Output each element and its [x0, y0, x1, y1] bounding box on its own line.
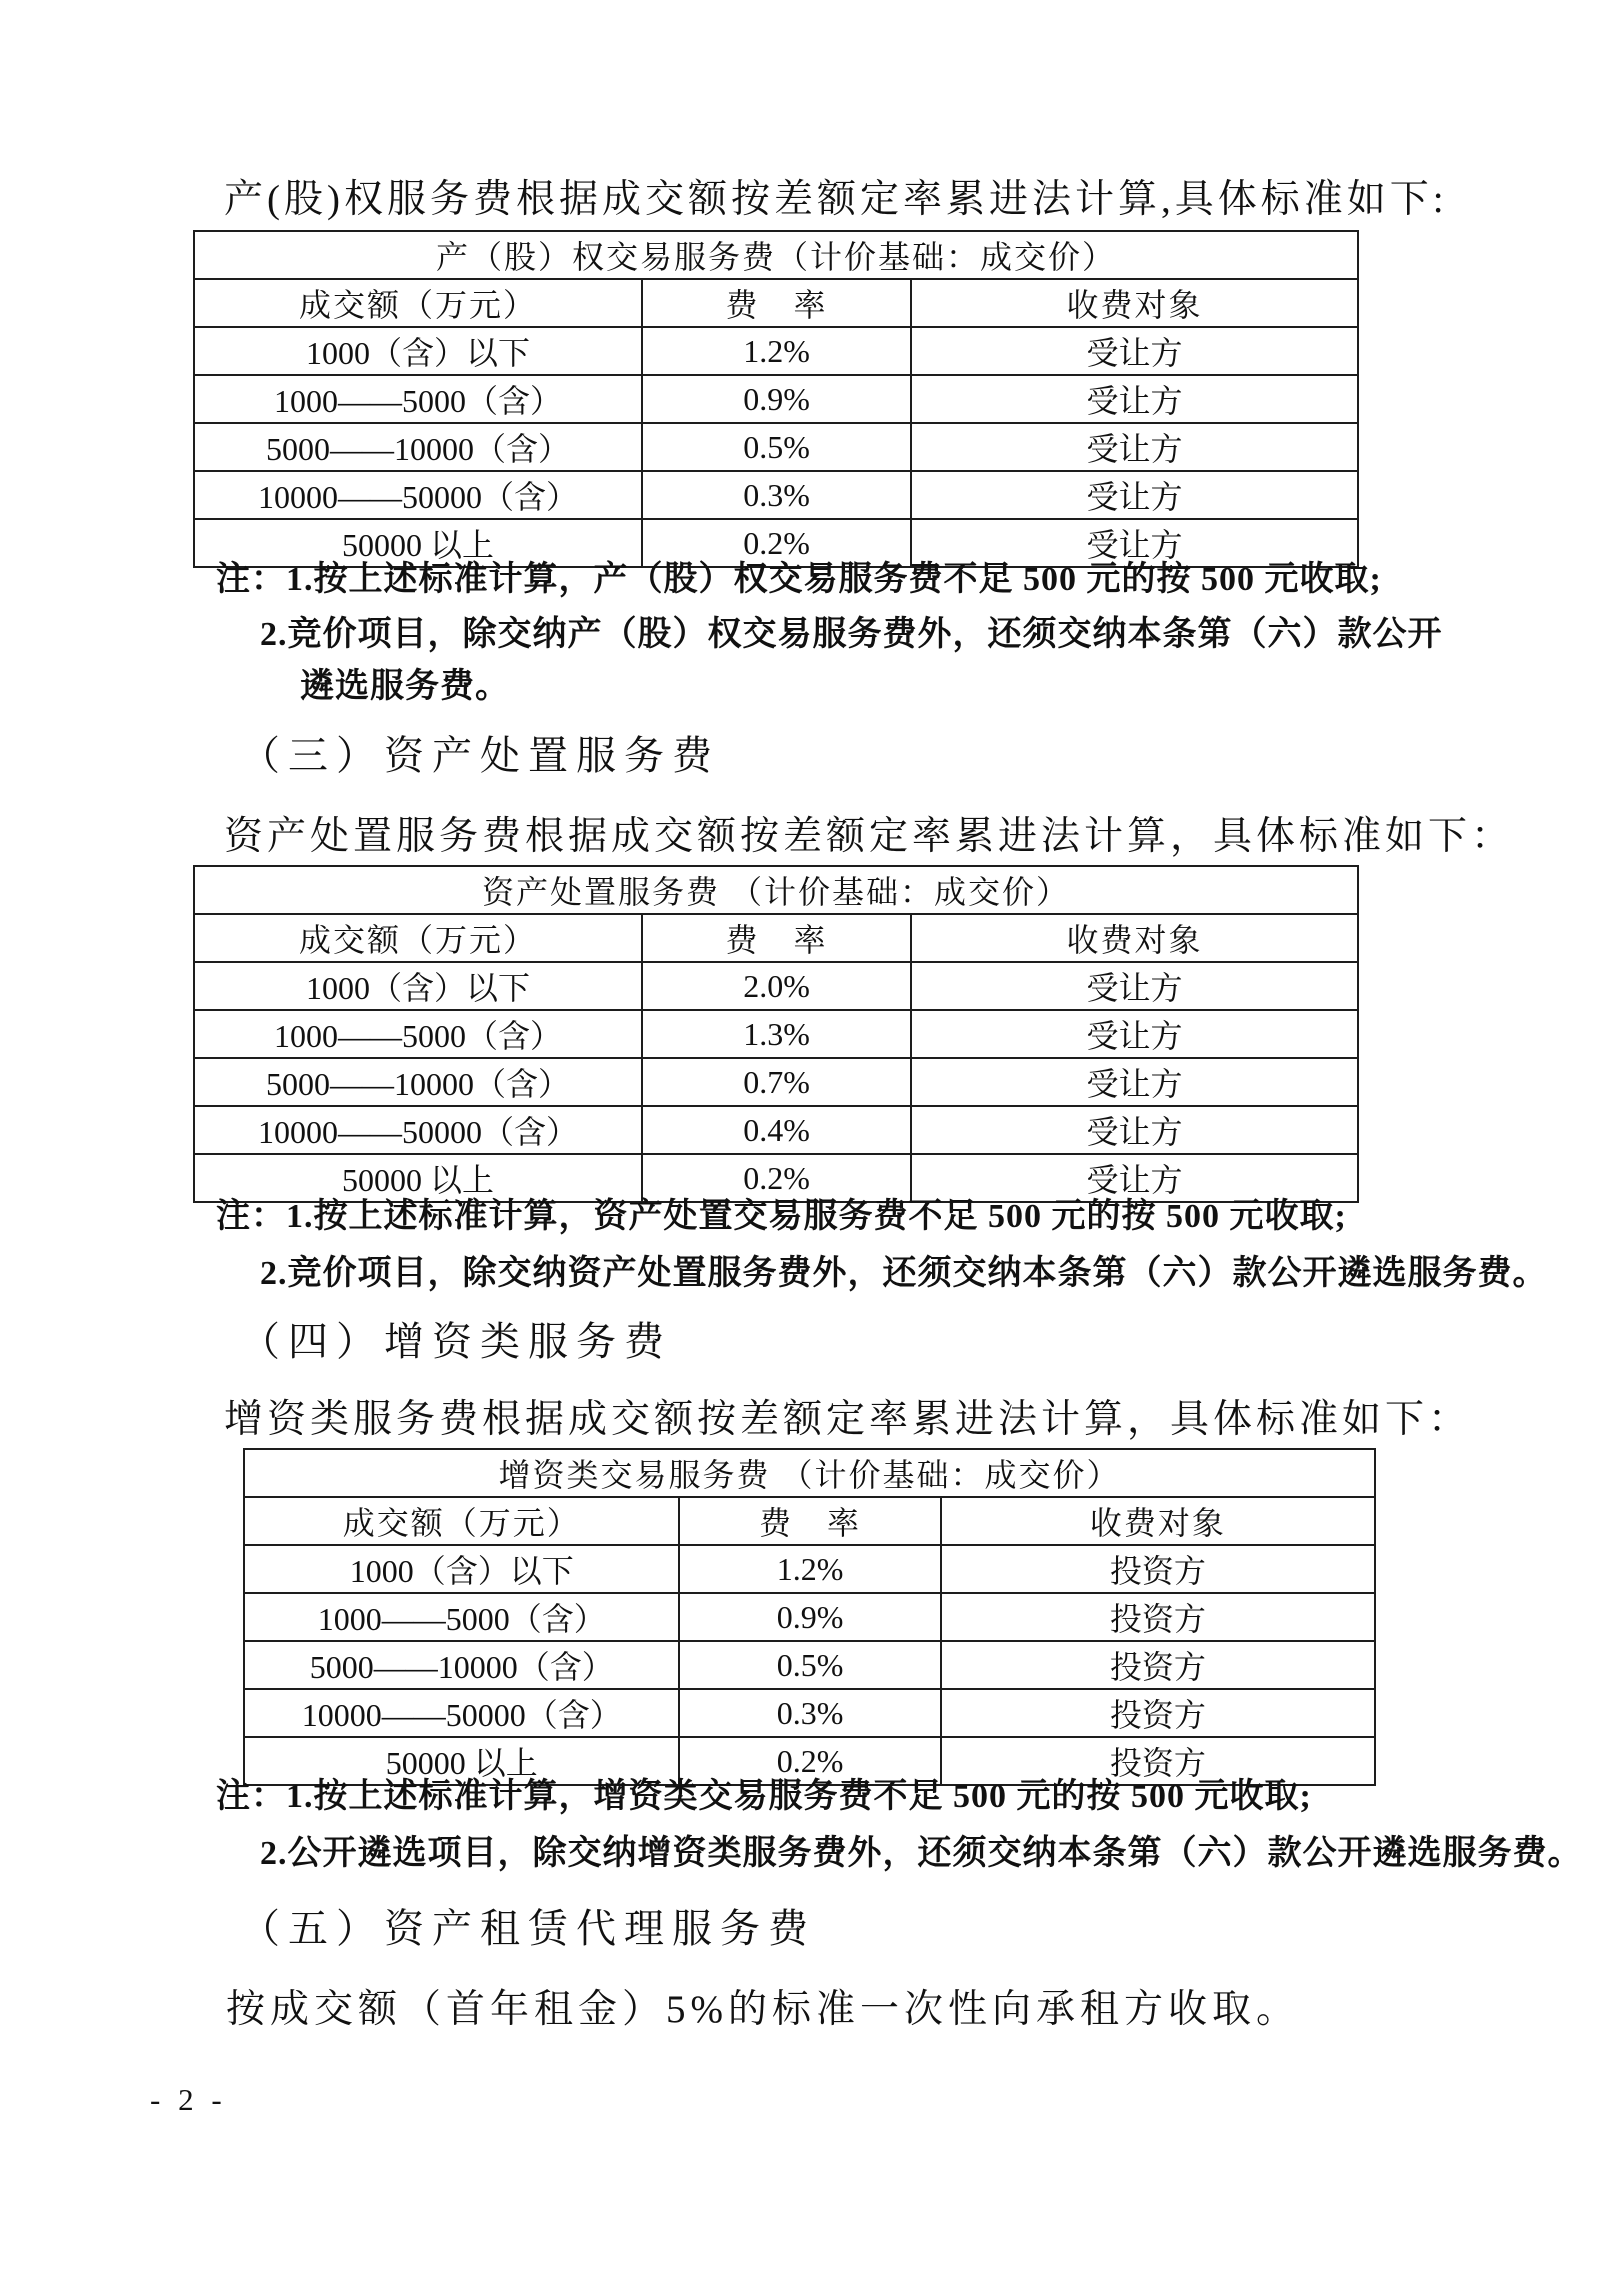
leasing-body-text: 按成交额（首年租金）5%的标准一次性向承租方收取。 [226, 1988, 1300, 2031]
capital-increase-intro-text: 增资类服务费根据成交额按差额定率累进法计算，具体标准如下： [224, 1398, 1472, 1441]
payer-cell: 受让方 [911, 1154, 1358, 1202]
rate-cell: 0.4% [642, 1106, 911, 1154]
table-row [194, 1010, 1358, 1058]
payer-cell: 投资方 [941, 1689, 1375, 1737]
amount-cell: 1000（含）以下 [244, 1545, 679, 1593]
rate-cell: 0.5% [679, 1641, 940, 1689]
column-header: 成交额（万元） [244, 1497, 679, 1545]
capital-increase-fee-table [243, 1448, 1376, 1786]
disposal-note-line-1 [216, 1188, 1347, 1237]
note-label: 注： [216, 1198, 286, 1235]
equity-intro-text: 产(股)权服务费根据成交额按差额定率累进法计算,具体标准如下: [224, 178, 1448, 221]
table-row [194, 423, 1358, 471]
payer-cell: 受让方 [911, 962, 1358, 1010]
table-title: 产（股）权交易服务费（计价基础：成交价） [194, 231, 1358, 279]
disposal-section-heading: （三）资产处置服务费 [240, 733, 720, 778]
table-title: 资产处置服务费 （计价基础：成交价） [194, 866, 1358, 914]
amount-cell: 50000 以上 [244, 1737, 679, 1785]
disposal-intro-text: 资产处置服务费根据成交额按差额定率累进法计算，具体标准如下： [224, 815, 1515, 858]
payer-cell: 投资方 [941, 1593, 1375, 1641]
amount-cell: 50000 以上 [194, 1154, 642, 1202]
rate-cell: 0.3% [642, 471, 911, 519]
payer-cell: 受让方 [911, 423, 1358, 471]
capital-increase-note-line-1 [216, 1768, 1312, 1817]
equity-note-line-2: 2.竞价项目，除交纳产（股）权交易服务费外，还须交纳本条第（六）款公开 [260, 616, 1443, 653]
rate-cell: 0.2% [642, 1154, 911, 1202]
amount-cell: 10000——50000（含） [244, 1689, 679, 1737]
table-row [244, 1689, 1375, 1737]
column-header: 成交额（万元） [194, 914, 642, 962]
payer-cell: 受让方 [911, 375, 1358, 423]
disposal-note-line-2: 2.竞价项目，除交纳资产处置服务费外，还须交纳本条第（六）款公开遴选服务费。 [260, 1255, 1548, 1292]
amount-cell: 5000——10000（含） [194, 423, 642, 471]
amount-cell: 1000——5000（含） [194, 1010, 642, 1058]
payer-cell: 受让方 [911, 1106, 1358, 1154]
payer-cell: 受让方 [911, 519, 1358, 567]
rate-cell: 0.5% [642, 423, 911, 471]
amount-cell: 50000 以上 [194, 519, 642, 567]
note-text: 1.按上述标准计算，资产处置交易服务费不足 500 元的按 500 元收取; [286, 1198, 1347, 1235]
column-header: 收费对象 [911, 914, 1358, 962]
rate-cell: 0.2% [679, 1737, 940, 1785]
payer-cell: 受让方 [911, 471, 1358, 519]
payer-cell: 投资方 [941, 1641, 1375, 1689]
note-label: 注： [216, 1778, 286, 1815]
table-row [244, 1641, 1375, 1689]
column-header: 收费对象 [941, 1497, 1375, 1545]
capital-increase-note-line-2: 2.公开遴选项目，除交纳增资类服务费外，还须交纳本条第（六）款公开遴选服务费。 [260, 1835, 1583, 1872]
column-header: 费 率 [642, 279, 911, 327]
column-header: 费 率 [679, 1497, 940, 1545]
amount-cell: 5000——10000（含） [194, 1058, 642, 1106]
payer-cell: 受让方 [911, 1058, 1358, 1106]
table-row [194, 1106, 1358, 1154]
table-row [194, 375, 1358, 423]
amount-cell: 1000（含）以下 [194, 327, 642, 375]
rate-cell: 0.7% [642, 1058, 911, 1106]
column-header: 成交额（万元） [194, 279, 642, 327]
rate-cell: 1.2% [642, 327, 911, 375]
note-text: 1.按上述标准计算，产（股）权交易服务费不足 500 元的按 500 元收取; [286, 561, 1382, 598]
page-number: - 2 - [150, 2082, 227, 2117]
amount-cell: 1000（含）以下 [194, 962, 642, 1010]
table-title: 增资类交易服务费 （计价基础：成交价） [244, 1449, 1375, 1497]
capital-increase-section-heading: （四）增资类服务费 [240, 1319, 672, 1364]
disposal-fee-table [193, 865, 1359, 1203]
note-text: 1.按上述标准计算，增资类交易服务费不足 500 元的按 500 元收取; [286, 1778, 1312, 1815]
payer-cell: 投资方 [941, 1737, 1375, 1785]
table-row [244, 1545, 1375, 1593]
amount-cell: 1000——5000（含） [194, 375, 642, 423]
column-header: 费 率 [642, 914, 911, 962]
payer-cell: 投资方 [941, 1545, 1375, 1593]
table-row [244, 1593, 1375, 1641]
rate-cell: 1.3% [642, 1010, 911, 1058]
equity-fee-table [193, 230, 1359, 568]
payer-cell: 受让方 [911, 327, 1358, 375]
table-row [194, 471, 1358, 519]
table-row [194, 1058, 1358, 1106]
rate-cell: 0.9% [679, 1593, 940, 1641]
table-row [194, 327, 1358, 375]
equity-note-line-1 [216, 551, 1382, 600]
table-row [194, 962, 1358, 1010]
amount-cell: 10000——50000（含） [194, 471, 642, 519]
amount-cell: 5000——10000（含） [244, 1641, 679, 1689]
rate-cell: 2.0% [642, 962, 911, 1010]
leasing-section-heading: （五）资产租赁代理服务费 [240, 1906, 816, 1951]
column-header: 收费对象 [911, 279, 1358, 327]
rate-cell: 1.2% [679, 1545, 940, 1593]
amount-cell: 10000——50000（含） [194, 1106, 642, 1154]
rate-cell: 0.9% [642, 375, 911, 423]
equity-note-line-3: 遴选服务费。 [300, 668, 510, 705]
payer-cell: 受让方 [911, 1010, 1358, 1058]
amount-cell: 1000——5000（含） [244, 1593, 679, 1641]
rate-cell: 0.2% [642, 519, 911, 567]
note-label: 注： [216, 561, 286, 598]
rate-cell: 0.3% [679, 1689, 940, 1737]
